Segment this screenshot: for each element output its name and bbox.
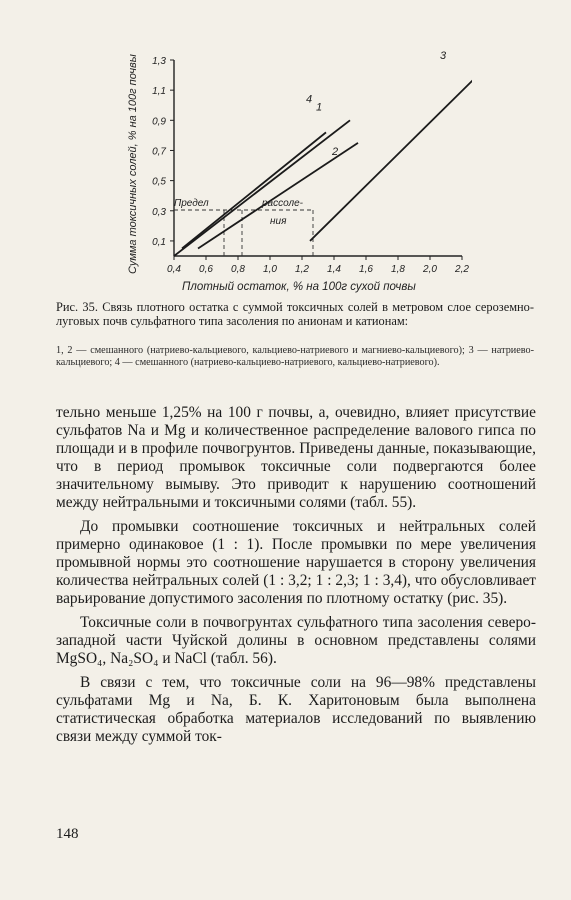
- x-tick-label: 0,6: [199, 264, 213, 275]
- figure-caption: Рис. 35. Связь плотного остатка с суммой токсичных солей в метровом слое сероземно-луговых почв сульфатного типа засоления по анионам и катионам:: [56, 300, 534, 328]
- x-tick-label: 2,0: [423, 264, 437, 275]
- y-tick-label: 1,1: [152, 86, 166, 98]
- chart-axes: [174, 60, 462, 256]
- x-tick-label: 0,8: [231, 264, 245, 275]
- y-tick-label: 0,1: [152, 236, 166, 248]
- x-tick-label: 1,6: [359, 264, 373, 275]
- series-label-2: 2: [332, 145, 339, 158]
- series-label-1: 1: [316, 101, 323, 114]
- series-line-1: [174, 120, 350, 256]
- y-tick-label: 0,3: [152, 206, 166, 218]
- paragraph-4: В связи с тем, что токсичные соли на 96—98% представлены сульфатами Mg и Na, Б. К. Харитоновым была выполнена статистическая обработка материалов исследований по выявлению связи между суммой ток-: [56, 674, 536, 745]
- threshold-guides: [174, 210, 313, 256]
- y-axis-label: Сумма токсичных солей, % на 100г почвы: [127, 54, 139, 274]
- x-axis-label: Плотный остаток, % на 100г сухой почвы: [182, 281, 416, 293]
- y-tick-label: 0,5: [152, 176, 166, 188]
- x-tick-group: [167, 256, 469, 275]
- y-tick-label: 0,9: [152, 116, 166, 128]
- paragraph-2: До промывки соотношение токсичных и нейтральных солей примерно одинаковое (1 : 1). После промывки по мере увеличения промывной нормы это соотношение нарушается в сторону увеличения количества нейтральных солей (1 : 3,2; 1 : 2,3; 1 : 3,4), что обусловливает варьирование допустимого засоления по плотному остатку (рис. 35).: [56, 518, 536, 607]
- y-tick-group: [152, 56, 174, 248]
- figure-chart: [112, 40, 472, 298]
- annotation-desalination-end: ния: [270, 216, 287, 227]
- figure-legend: 1, 2 — смешанного (натриево-кальциевого, кальциево-натриевого и магниево-кальциевого); 3 — натриево-кальциевого; 4 — смешанного (натриево-кальциево-натриевого, кальциево-натриевого).: [56, 345, 534, 368]
- y-tick-label: 1,3: [152, 56, 166, 67]
- series-label-group: [306, 50, 447, 158]
- x-tick-label: 1,2: [295, 264, 309, 275]
- paragraph-3: Токсичные соли в почвогрунтах сульфатного типа засоления северо-западной части Чуйской долины в основном представлены солями MgSO₄, Na₂SO₄ и NaCl (табл. 56).: [56, 614, 536, 667]
- x-tick-label: 1,0: [263, 264, 277, 275]
- body-text: [56, 404, 536, 746]
- x-tick-label: 1,8: [391, 264, 405, 275]
- series-label-4: 4: [306, 93, 313, 106]
- series-line-4: [182, 132, 326, 248]
- series-line-2: [198, 143, 358, 249]
- annotation-desalination: рассоле-: [262, 198, 303, 209]
- x-tick-label: 0,4: [167, 264, 181, 275]
- paragraph-1: тельно меньше 1,25% на 100 г почвы, а, очевидно, влияет присутствие сульфатов Na и Mg и количественное распределение валового гипса по площади и в профиле почвогрунтов. Приведены данные, показывающие, что в период промывок токсичные соли подвергаются более значительному вымыву. Это приводит к нарушению соотношений между нейтральными и токсичными солями (табл. 55).: [56, 404, 536, 511]
- annotation-limit: Предел: [174, 198, 209, 209]
- x-tick-label: 1,4: [327, 264, 341, 275]
- x-tick-label: 2,2: [455, 264, 469, 275]
- series-group: [174, 75, 472, 256]
- y-tick-label: 0,7: [152, 146, 166, 158]
- series-label-3: 3: [440, 50, 447, 63]
- page-number: 148: [56, 826, 79, 842]
